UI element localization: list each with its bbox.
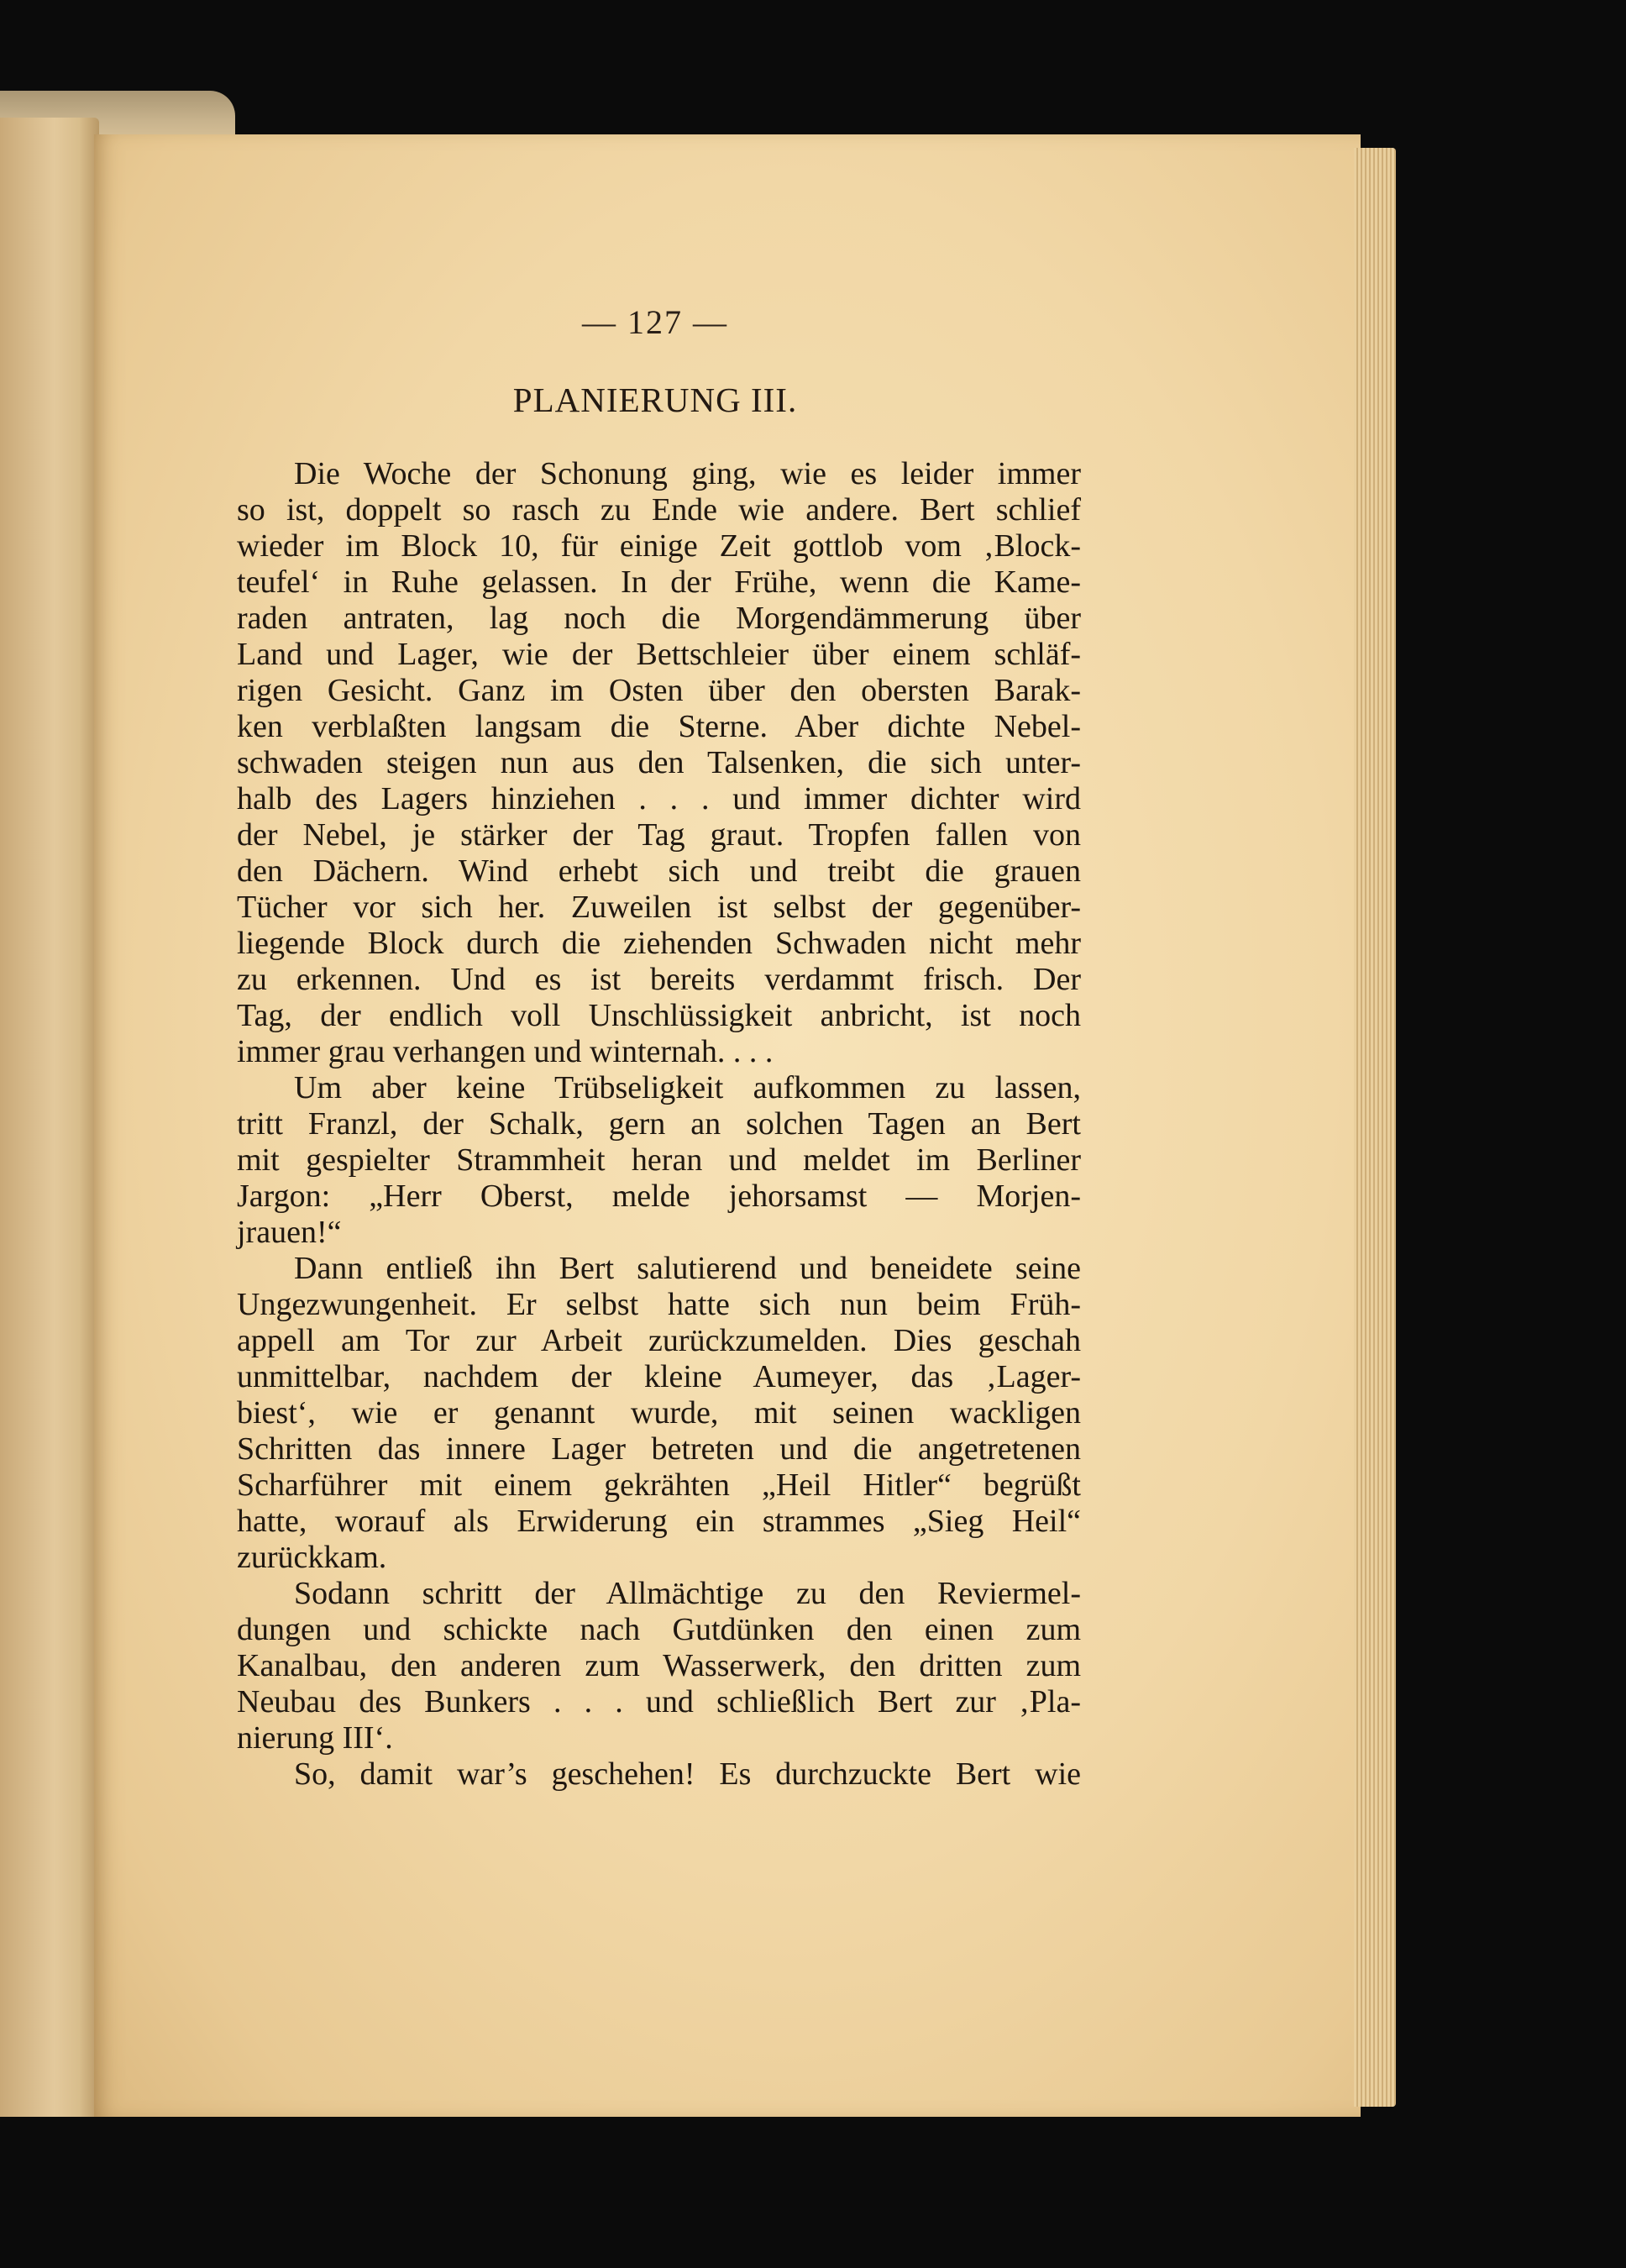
text-line: mit gespielter Strammheit heran und meldet im Berliner [237, 1142, 1081, 1178]
text-line: nierung III‘. [237, 1720, 393, 1756]
text-line: Dann entließ ihn Bert salutierend und beneidete seine [294, 1251, 1081, 1286]
text-line: appell am Tor zur Arbeit zurückzumelden. Dies geschah [237, 1323, 1081, 1358]
text-line: Tücher vor sich her. Zuweilen ist selbst der gegenüber- [237, 890, 1081, 925]
text-line: Scharführer mit einem gekrähten „Heil Hitler“ begrüßt [237, 1467, 1081, 1503]
text-line: ken verblaßten langsam die Sterne. Aber dichte Nebel- [237, 709, 1081, 744]
text-line: Land und Lager, wie der Bettschleier über einem schläf- [237, 637, 1081, 672]
text-line: teufel‘ in Ruhe gelassen. In der Frühe, wenn die Kame- [237, 564, 1081, 600]
text-line: Jargon: „Herr Oberst, melde jehorsamst — Morjen- [237, 1179, 1081, 1214]
text-line: liegende Block durch die ziehenden Schwaden nicht mehr [237, 926, 1081, 961]
page-stack-edges [1354, 148, 1396, 2107]
body-text [237, 456, 1081, 1793]
text-line: raden antraten, lag noch die Morgendämmerung über [237, 601, 1081, 636]
text-line: Kanalbau, den anderen zum Wasserwerk, den dritten zum [237, 1648, 1081, 1683]
text-line: zu erkennen. Und es ist bereits verdammt frisch. Der [237, 962, 1081, 997]
text-line: zurückkam. [237, 1540, 387, 1575]
text-line: den Dächern. Wind erhebt sich und treibt die grauen [237, 853, 1081, 889]
text-line: Die Woche der Schonung ging, wie es leider immer [294, 456, 1081, 491]
text-line: so ist, doppelt so rasch zu Ende wie andere. Bert schlief [237, 492, 1081, 528]
text-line: Schritten das innere Lager betreten und die angetretenen [237, 1431, 1081, 1467]
text-line: biest‘, wie er genannt wurde, mit seinen wackligen [237, 1395, 1081, 1431]
text-line: immer grau verhangen und winternah. . . . [237, 1034, 774, 1069]
text-line: So, damit war’s geschehen! Es durchzuckte Bert wie [294, 1756, 1081, 1792]
text-line: jrauen!“ [237, 1215, 342, 1250]
chapter-title: PLANIERUNG III. [512, 381, 798, 419]
text-line: hatte, worauf als Erwiderung ein strammes „Sieg Heil“ [237, 1504, 1081, 1539]
text-line: halb des Lagers hinziehen . . . und immer dichter wird [237, 781, 1081, 816]
text-line: rigen Gesicht. Ganz im Osten über den obersten Barak- [237, 673, 1081, 708]
text-line: schwaden steigen nun aus den Talsenken, die sich unter- [237, 745, 1081, 780]
text-line: dungen und schickte nach Gutdünken den einen zum [237, 1612, 1081, 1647]
text-line: wieder im Block 10, für einige Zeit gottlob vom ‚Block- [237, 528, 1081, 564]
text-line: Neubau des Bunkers . . . und schließlich Bert zur ‚Pla- [237, 1684, 1081, 1719]
text-line: Sodann schritt der Allmächtige zu den Reviermel- [294, 1576, 1081, 1611]
text-line: Um aber keine Trübseligkeit aufkommen zu lassen, [294, 1070, 1081, 1105]
text-line: Ungezwungenheit. Er selbst hatte sich nun beim Früh- [237, 1287, 1081, 1322]
page-number: — 127 — [582, 303, 728, 341]
text-line: Tag, der endlich voll Unschlüssigkeit anbricht, ist noch [237, 998, 1081, 1033]
text-line: tritt Franzl, der Schalk, gern an solchen Tagen an Bert [237, 1106, 1081, 1142]
text-line: der Nebel, je stärker der Tag graut. Tropfen fallen von [237, 817, 1081, 853]
text-line: unmittelbar, nachdem der kleine Aumeyer, das ‚Lager- [237, 1359, 1081, 1394]
